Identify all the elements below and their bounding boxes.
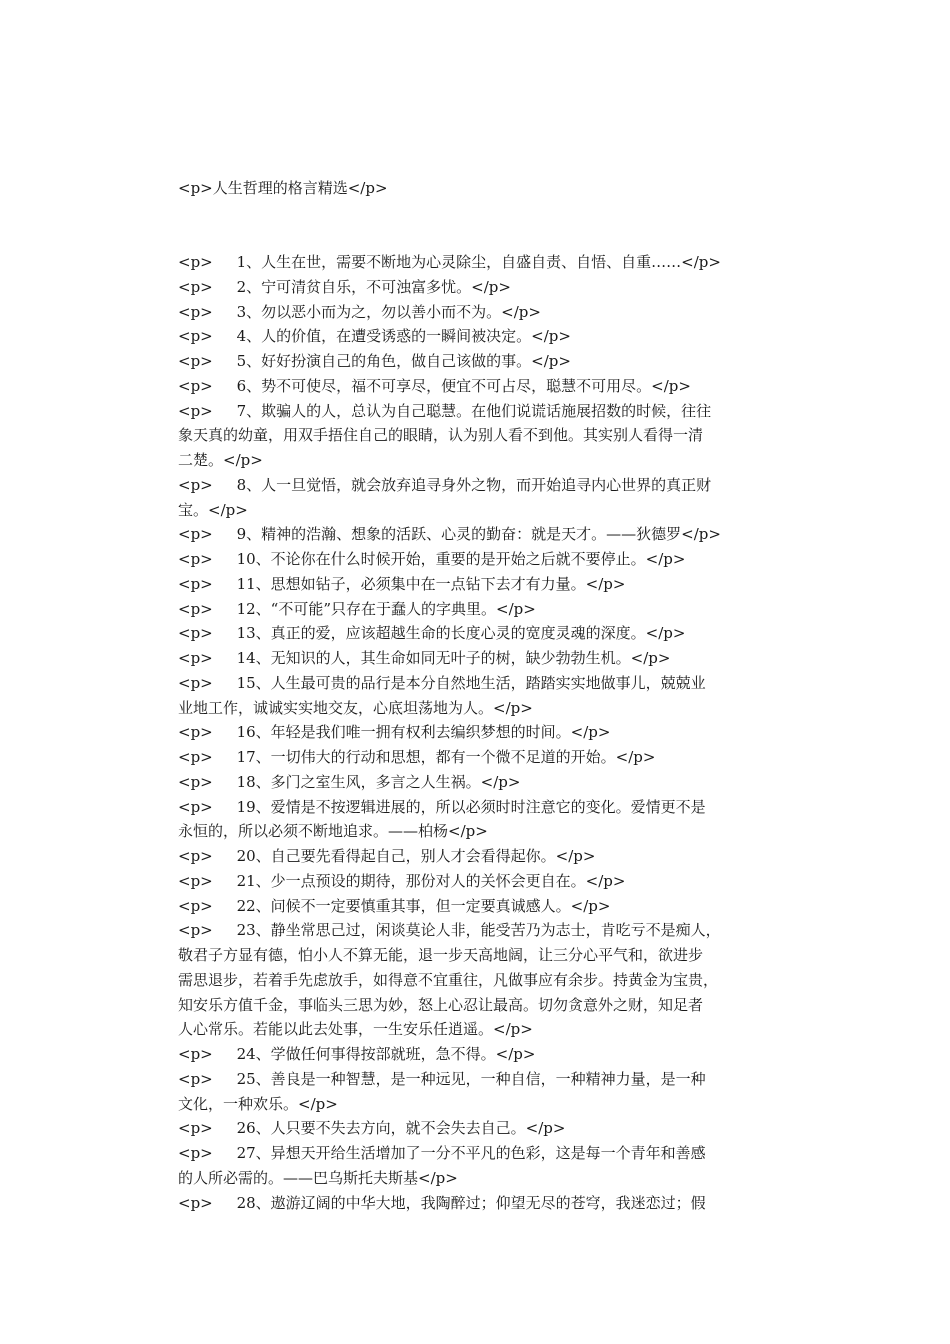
text-line: <p> 21、少一点预设的期待，那份对人的关怀会更自在。</p> — [178, 871, 626, 890]
text-line: <p> 6、势不可使尽，福不可享尽，便宜不可占尽，聪慧不可用尽。</p> — [178, 376, 691, 395]
text-line: 二楚。</p> — [178, 451, 263, 469]
text-line: <p> 25、善良是一种智慧，是一种远见，一种自信，一种精神力量，是一种 — [178, 1069, 706, 1088]
text-line: 人心常乐。若能以此去处事，一生安乐任逍遥。</p> — [178, 1020, 533, 1039]
text-line: <p> 18、多门之室生风，多言之人生祸。</p> — [178, 772, 521, 791]
text-line: <p> 10、不论你在什么时候开始，重要的是开始之后就不要停止。</p> — [178, 550, 686, 568]
text-line: 业地工作，诚诚实实地交友，心底坦荡地为人。</p> — [178, 698, 533, 717]
text-line: 敬君子方显有德，怕小人不算无能，退一步天高地阔，让三分心平气和，欲进步 — [178, 946, 704, 964]
text-line: 象天真的幼童，用双手捂住自己的眼睛，认为别人看不到他。其实别人看得一清 — [178, 426, 704, 445]
text-line: 文化，一种欢乐。</p> — [178, 1094, 338, 1113]
text-line: 永恒的，所以必须不断地追求。——柏杨</p> — [178, 822, 488, 841]
document-title: <p>人生哲理的格言精选</p> — [178, 179, 388, 197]
text-line: <p> 17、一切伟大的行动和思想，都有一个微不足道的开始。</p> — [178, 748, 656, 766]
text-line: <p> 16、年轻是我们唯一拥有权利去编织梦想的时间。</p> — [178, 723, 611, 742]
text-line: <p> 3、勿以恶小而为之，勿以善小而不为。</p> — [178, 302, 541, 321]
document-page — [178, 176, 778, 1215]
text-line: 需思退步，若着手先虑放手，如得意不宜重往，凡做事应有余步。持黄金为宝贵， — [178, 970, 719, 989]
text-line: <p> 1、人生在世，需要不断地为心灵除尘，自盛自责、自悟、自重……</p> — [178, 253, 721, 271]
text-line: <p> 27、异想天开给生活增加了一分不平凡的色彩，这是每一个青年和善感 — [178, 1144, 706, 1162]
text-line: 宝。</p> — [178, 500, 248, 519]
text-line: <p> 12、“不可能”只存在于蠢人的字典里。</p> — [178, 599, 536, 618]
text-line: <p> 24、学做任何事得按部就班，急不得。</p> — [178, 1045, 536, 1063]
text-line: <p> 14、无知识的人，其生命如同无叶子的树，缺少勃勃生机。</p> — [178, 649, 671, 667]
text-line: <p> 13、真正的爱，应该超越生命的长度心灵的宽度灵魂的深度。</p> — [178, 624, 686, 643]
text-line: <p> 15、人生最可贵的品行是本分自然地生活，踏踏实实地做事儿，兢兢业 — [178, 673, 706, 692]
text-line: 知安乐方值千金，事临头三思为妙，怒上心忍让最高。切勿贪意外之财，知足者 — [178, 995, 704, 1014]
text-line: 的人所必需的。——巴乌斯托夫斯基</p> — [178, 1168, 458, 1187]
text-line: <p> 5、好好扮演自己的角色，做自己该做的事。</p> — [178, 352, 571, 370]
text-line: <p> 26、人只要不失去方向，就不会失去自己。</p> — [178, 1119, 566, 1138]
text-line: <p> 20、自己要先看得起自己，别人才会看得起你。</p> — [178, 847, 596, 865]
text-line: <p> 9、精神的浩瀚、想象的活跃、心灵的勤奋：就是天才。——狄德罗</p> — [178, 525, 721, 544]
text-line: <p> 8、人一旦觉悟，就会放弃追寻身外之物，而开始追寻内心世界的真正财 — [178, 475, 712, 494]
text-line: <p> 2、宁可清贫自乐，不可浊富多忧。</p> — [178, 277, 511, 296]
text-line: <p> 23、静坐常思己过，闲谈莫论人非，能受苦乃为志士，肯吃亏不是痴人， — [178, 921, 721, 940]
text-line: <p> 22、问候不一定要慎重其事，但一定要真诚感人。</p> — [178, 896, 611, 915]
text-line: <p> 11、思想如钻子，必须集中在一点钻下去才有力量。</p> — [178, 574, 626, 593]
text-line: <p> 19、爱情是不按逻辑进展的，所以必须时时注意它的变化。爱情更不是 — [178, 797, 706, 816]
document-body — [178, 250, 778, 1215]
text-line: <p> 4、人的价值，在遭受诱惑的一瞬间被决定。</p> — [178, 327, 571, 346]
text-line: <p> 28、遨游辽阔的中华大地，我陶醉过；仰望无尽的苍穹，我迷恋过；假 — [178, 1193, 706, 1212]
text-line: <p> 7、欺骗人的人，总认为自己聪慧。在他们说谎话施展招数的时候，往往 — [178, 401, 712, 420]
